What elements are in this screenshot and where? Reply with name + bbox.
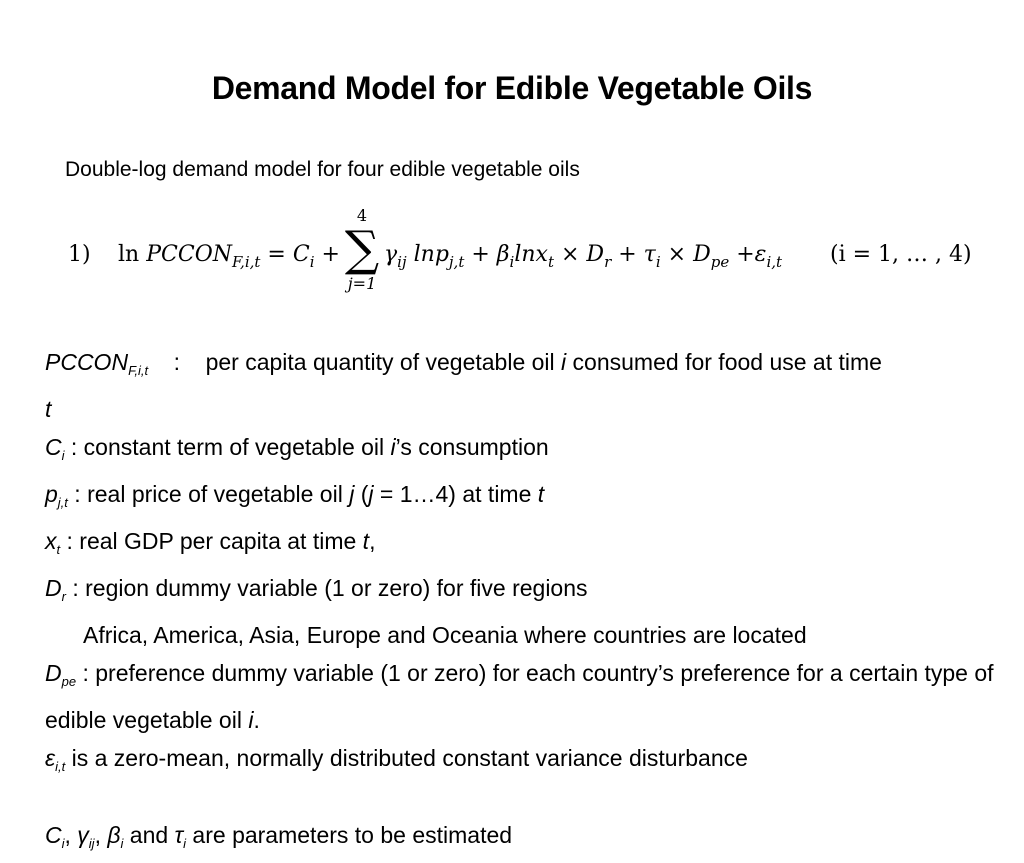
equation-lhs: $\ln PCCON_{F,i,t} = C_i$ + xyxy=(118,242,340,271)
definition-p: $p_{j,t}$ : real price of vegetable oil j (j = 1…4) at time t xyxy=(45,481,545,510)
definition-x: $x_t$ : real GDP per capita at time t, xyxy=(45,528,376,557)
definition-parameters: $C_i$, $\gamma_{ij}$, $\beta_i$ and $\tau_i$ are parameters to be estimated xyxy=(45,822,513,851)
slide-title: Demand Model for Edible Vegetable Oils xyxy=(211,70,813,106)
definition-dpe: $D_{pe}$ : preference dummy variable (1 or zero) for each country’s preference for a certain type of edible vegetable oil i. xyxy=(45,660,994,733)
definition-pccon-cont: t xyxy=(45,396,52,422)
equation-rhs: $\gamma_{ij}$ $\ln p_{j,t} + \beta_i\ln x_t \times D_r + \tau_i \times D_{pe} +\varepsilon_{i,t}$ xyxy=(384,242,783,271)
equation-range: (i = 1, … , 4) xyxy=(830,242,972,267)
summation-symbol: 4 ∑ j=1 xyxy=(344,206,380,293)
definition-dr: $D_r$ : region dummy variable (1 or zero) for five regions xyxy=(45,575,588,604)
intro-text: Double-log demand model for four edible vegetable oils xyxy=(65,158,580,181)
definition-c: $C_i$ : constant term of vegetable oil i’s consumption xyxy=(45,434,549,463)
definition-regions: Africa, America, Asia, Europe and Oceania where countries are located xyxy=(83,622,807,648)
spacer xyxy=(45,786,995,816)
variable-definitions xyxy=(45,343,995,863)
equation-number: 1) xyxy=(68,242,91,267)
definition-pccon: $PCCON_{F,i,t}$ : per capita quantity of vegetable oil i consumed for food use at time xyxy=(45,349,882,378)
definition-epsilon: $\varepsilon_{i,t}$ is a zero-mean, normally distributed constant variance disturbance xyxy=(45,745,748,774)
